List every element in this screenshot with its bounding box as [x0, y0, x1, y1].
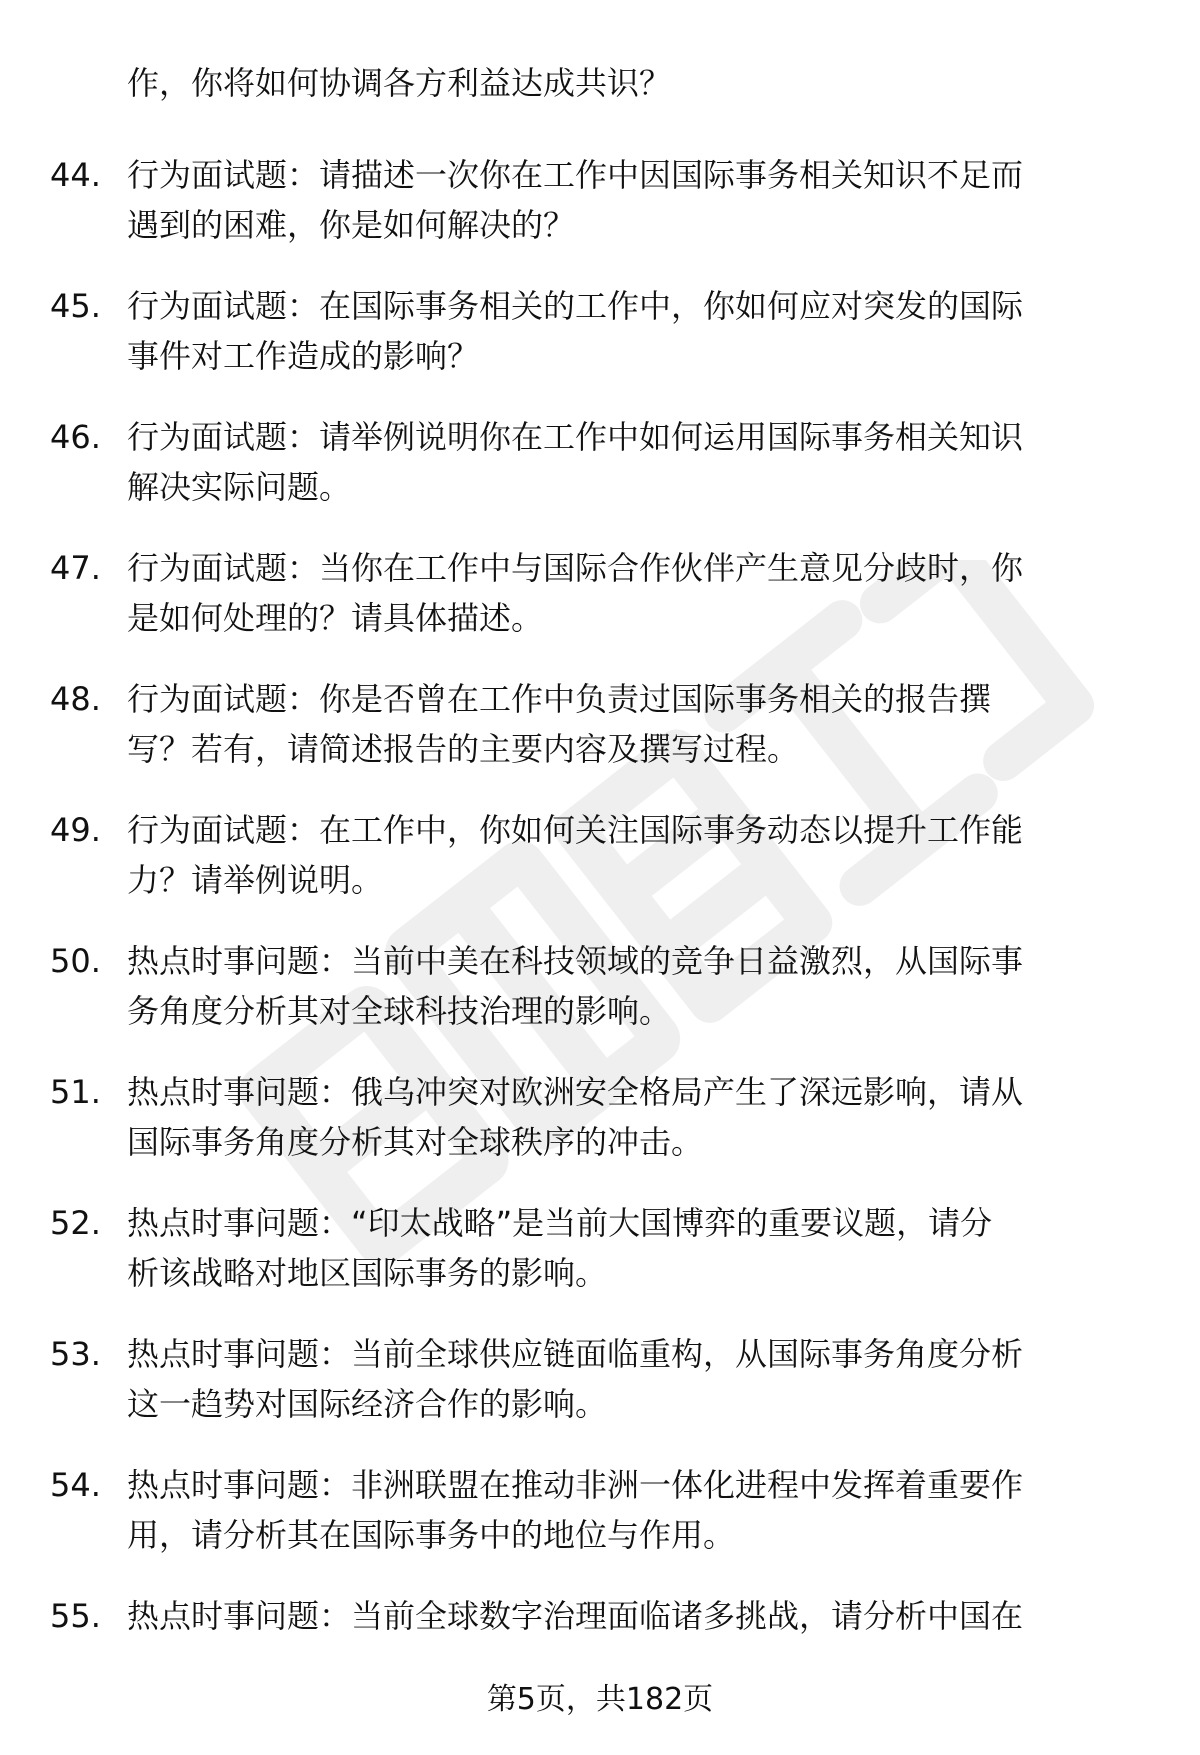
question-line: 国际事务角度分析其对全球秩序的冲击。 [127, 1123, 704, 1161]
question-item [0, 1198, 1200, 1329]
page-number-footer: 第5页，共182页 [486, 1682, 714, 1717]
question-number: 53. [50, 1335, 101, 1373]
question-item [0, 543, 1200, 674]
question-number: 48. [50, 680, 101, 718]
question-item [0, 1329, 1200, 1460]
question-item [0, 1460, 1200, 1591]
question-number: 45. [50, 287, 101, 325]
question-item [0, 674, 1200, 805]
question-text [127, 543, 1147, 643]
question-number: 47. [50, 549, 101, 587]
question-text [127, 936, 1147, 1036]
question-line: 行为面试题：请描述一次你在工作中因国际事务相关知识不足而 [127, 156, 1024, 194]
question-line: 行为面试题：在工作中，你如何关注国际事务动态以提升工作能 [127, 811, 1024, 849]
question-line: 务角度分析其对全球科技治理的影响。 [127, 992, 672, 1030]
question-number: 52. [50, 1204, 101, 1242]
question-number: 44. [50, 156, 101, 194]
question-item [0, 150, 1200, 281]
question-item [0, 1067, 1200, 1198]
question-line: 写？若有，请简述报告的主要内容及撰写过程。 [127, 730, 800, 768]
question-number: 51. [50, 1073, 101, 1111]
question-list [0, 150, 1200, 1722]
question-item [0, 805, 1200, 936]
question-text [127, 412, 1147, 512]
question-line: 用，请分析其在国际事务中的地位与作用。 [127, 1516, 736, 1554]
question-line: 热点时事问题：“印太战略”是当前大国博弈的重要议题，请分 [127, 1204, 993, 1242]
question-number: 49. [50, 811, 101, 849]
question-number: 55. [50, 1597, 101, 1635]
question-line: 解决实际问题。 [127, 468, 352, 506]
question-line: 行为面试题：在国际事务相关的工作中，你如何应对突发的国际 [127, 287, 1024, 325]
question-text [127, 1591, 1147, 1641]
question-line: 这一趋势对国际经济合作的影响。 [127, 1385, 608, 1423]
question-line: 行为面试题：当你在工作中与国际合作伙伴产生意见分歧时，你 [127, 549, 1024, 587]
question-number: 54. [50, 1466, 101, 1504]
question-line: 热点时事问题：当前中美在科技领域的竞争日益激烈，从国际事 [127, 942, 1024, 980]
question-number: 50. [50, 942, 101, 980]
question-line: 事件对工作造成的影响？ [127, 337, 480, 375]
question-line: 行为面试题：请举例说明你在工作中如何运用国际事务相关知识 [127, 418, 1024, 456]
question-line: 热点时事问题：非洲联盟在推动非洲一体化进程中发挥着重要作 [127, 1466, 1024, 1504]
question-item [0, 281, 1200, 412]
question-text [127, 805, 1147, 905]
question-number: 46. [50, 418, 101, 456]
question-text [127, 1067, 1147, 1167]
question-item [0, 936, 1200, 1067]
question-line: 是如何处理的？请具体描述。 [127, 599, 544, 637]
question-item [0, 412, 1200, 543]
question-text [127, 1198, 1147, 1298]
question-line: 热点时事问题：当前全球数字治理面临诸多挑战，请分析中国在 [127, 1597, 1024, 1635]
question-text [127, 674, 1147, 774]
question-line: 析该战略对地区国际事务的影响。 [127, 1254, 608, 1292]
question-line: 遇到的困难，你是如何解决的？ [127, 206, 576, 244]
question-text [127, 1329, 1147, 1429]
question-text [127, 281, 1147, 381]
question-text [127, 1460, 1147, 1560]
question-line: 热点时事问题：当前全球供应链面临重构，从国际事务角度分析 [127, 1335, 1024, 1373]
question-line: 行为面试题：你是否曾在工作中负责过国际事务相关的报告撰 [127, 680, 992, 718]
question-continuation-text: 作，你将如何协调各方利益达成共识？ [127, 64, 672, 102]
question-line: 热点时事问题：俄乌冲突对欧洲安全格局产生了深远影响，请从 [127, 1073, 1024, 1111]
question-text [127, 150, 1147, 250]
question-line: 力？请举例说明。 [127, 861, 384, 899]
